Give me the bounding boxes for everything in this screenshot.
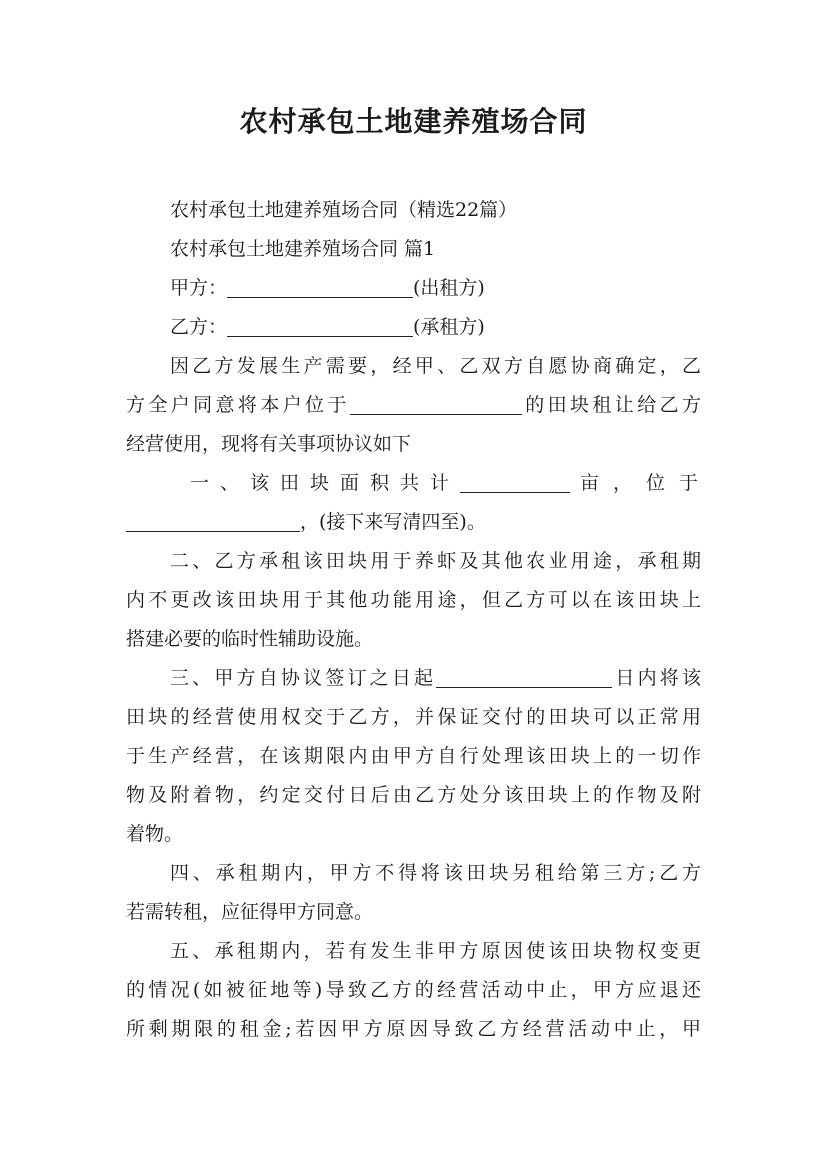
clause-2-line-2: 内不更改该田块用于其他功能用途，但乙方可以在该田块上 (126, 589, 701, 611)
clause-3-line-1 (170, 658, 701, 698)
boundary-blank (126, 509, 300, 532)
clause-5-line-2: 的情况(如被征地等)导致乙方的经营活动中止，甲方应退还 (126, 979, 701, 1001)
party-b-line (170, 307, 701, 347)
party-b-blank (227, 314, 413, 337)
location-blank (350, 392, 522, 415)
area-blank (460, 470, 570, 493)
clause-5-line-1: 五、承租期内，若有发生非甲方原因使该田块物权变更 (170, 940, 701, 962)
clause-1-line-2 (126, 502, 701, 542)
clause-1-line-1 (190, 463, 713, 503)
intro-text-a: 方全户同意将本户位于 (126, 394, 350, 416)
clause-4-line-2: 若需转租，应征得甲方同意。 (126, 901, 374, 923)
party-b-label: 乙方： (170, 316, 228, 338)
clause-1-text-a: 一、该田块面积共计 (190, 472, 461, 494)
document-title: 农村承包土地建养殖场合同 (239, 105, 588, 138)
intro-line-2 (126, 385, 701, 425)
clause-3-line-5: 着物。 (126, 823, 184, 845)
clause-3-text-b: 日内将该 (612, 667, 701, 689)
clause-2-line-3: 搭建必要的临时性辅助设施。 (126, 628, 374, 650)
clause-3-line-2: 田块的经营使用权交于乙方，并保证交付的田块可以正常用 (126, 706, 701, 728)
clause-3-text-a: 三、甲方自协议签订之日起 (170, 667, 437, 689)
intro-line-3: 经营使用，现将有关事项协议如下 (126, 433, 412, 455)
days-blank (436, 665, 612, 688)
clause-1-text-b: 亩，位于 (580, 472, 713, 494)
clause-4-line-1: 四、承租期内，甲方不得将该田块另租给第三方;乙方 (170, 862, 701, 884)
party-a-line (170, 268, 701, 308)
chapter-heading: 农村承包土地建养殖场合同 篇1 (170, 238, 436, 260)
party-a-label: 甲方： (170, 277, 228, 299)
party-b-role: (承租方) (413, 316, 485, 338)
clause-2-line-1: 二、乙方承租该田块用于养虾及其他农业用途，承租期 (170, 550, 701, 572)
clause-3-line-4: 物及附着物，约定交付日后由乙方处分该田块上的作物及附 (126, 784, 701, 806)
party-a-blank (227, 275, 413, 298)
intro-line-1: 因乙方发展生产需要，经甲、乙双方自愿协商确定，乙 (170, 355, 701, 377)
party-a-role: (出租方) (413, 277, 485, 299)
clause-1-text-c: ，(接下来写清四至)。 (300, 511, 486, 533)
clause-3-line-3: 于生产经营，在该期限内由甲方自行处理该田块上的一切作 (126, 745, 701, 767)
clause-5-line-3: 所剩期限的租金;若因甲方原因导致乙方经营活动中止，甲 (126, 1018, 701, 1040)
intro-text-b: 的田块租让给乙方 (521, 394, 701, 416)
subtitle: 农村承包土地建养殖场合同（精选22篇） (170, 199, 518, 221)
